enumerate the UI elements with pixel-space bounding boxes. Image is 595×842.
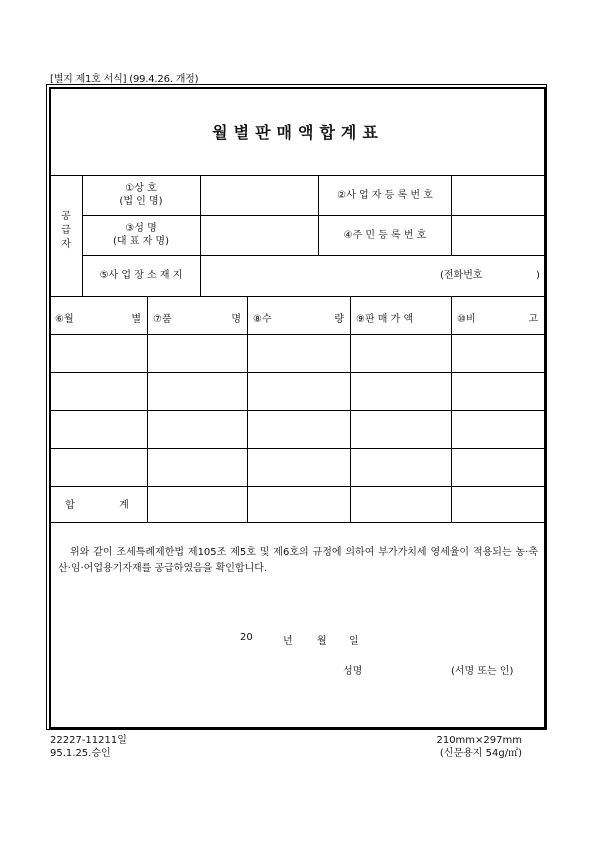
date-day-label: 일 (349, 636, 359, 647)
approval-date: 95.1.25.승인 (50, 748, 111, 759)
divider-supplier-mid-col (318, 175, 319, 255)
phone-number-close: ) (536, 270, 540, 281)
divider-total-row (49, 522, 544, 523)
total-label-left: 합 (65, 500, 75, 511)
signature-name-label: 성명 (343, 666, 363, 677)
trade-name-field[interactable] (201, 176, 317, 214)
form-title: 월별판매액합계표 (212, 123, 384, 142)
form-code: 22227-11211일 (50, 735, 127, 746)
resident-reg-no-field[interactable] (452, 216, 544, 254)
date-year-prefix: 20 (240, 632, 253, 643)
paper-size: 210mm×297mm (436, 735, 522, 746)
divider-supplier-bottom (49, 296, 544, 297)
table-row[interactable] (49, 411, 544, 448)
signature-note: (서명 또는 인) (451, 666, 514, 677)
supplier-section-label: 공 급 자 (61, 211, 71, 250)
date-month-label: 월 (317, 636, 327, 647)
table-row[interactable] (49, 373, 544, 410)
divider-supplier-label-col (82, 175, 83, 296)
divider-row4 (49, 486, 544, 487)
trade-name-label: ①상 호 (법 인 명) (119, 183, 163, 207)
representative-name-label: ③성 명 (대 표 자 명) (113, 223, 169, 247)
column-header-remarks: ⑩비 고 (457, 314, 538, 325)
business-address-label: ⑤사 업 장 소 재 지 (99, 270, 183, 281)
table-row[interactable] (49, 449, 544, 486)
column-header-quantity: ⑧수 량 (253, 314, 344, 325)
phone-number-label: (전화번호 (440, 270, 483, 281)
business-reg-no-field[interactable] (452, 176, 544, 214)
total-label-right: 계 (119, 500, 129, 511)
paper-type: (신문용지 54g/㎡) (439, 748, 522, 759)
resident-reg-no-label: ④주 민 등 록 번 호 (343, 230, 427, 241)
form-reference-note: [별지 제1호 서식] (99.4.26. 개정) (50, 74, 199, 85)
table-row[interactable] (49, 335, 544, 372)
column-header-item: ⑦품 명 (153, 314, 241, 325)
representative-name-field[interactable] (201, 216, 317, 254)
column-header-month: ⑥월 별 (55, 314, 141, 325)
column-header-sales-amount: ⑨판 매 가 액 (356, 314, 414, 325)
date-year-label: 년 (283, 636, 293, 647)
confirmation-statement: 위와 같이 조세특례제한법 제105조 제5호 및 제6호의 규정에 의하여 부가가치세 영세율이 적용되는 농·축산·임·어업용기자재를 공급하였음을 확인합니다. (58, 547, 538, 574)
business-address-field[interactable] (201, 256, 431, 295)
business-reg-no-label: ②사 업 자 등 록 번 호 (337, 190, 433, 201)
